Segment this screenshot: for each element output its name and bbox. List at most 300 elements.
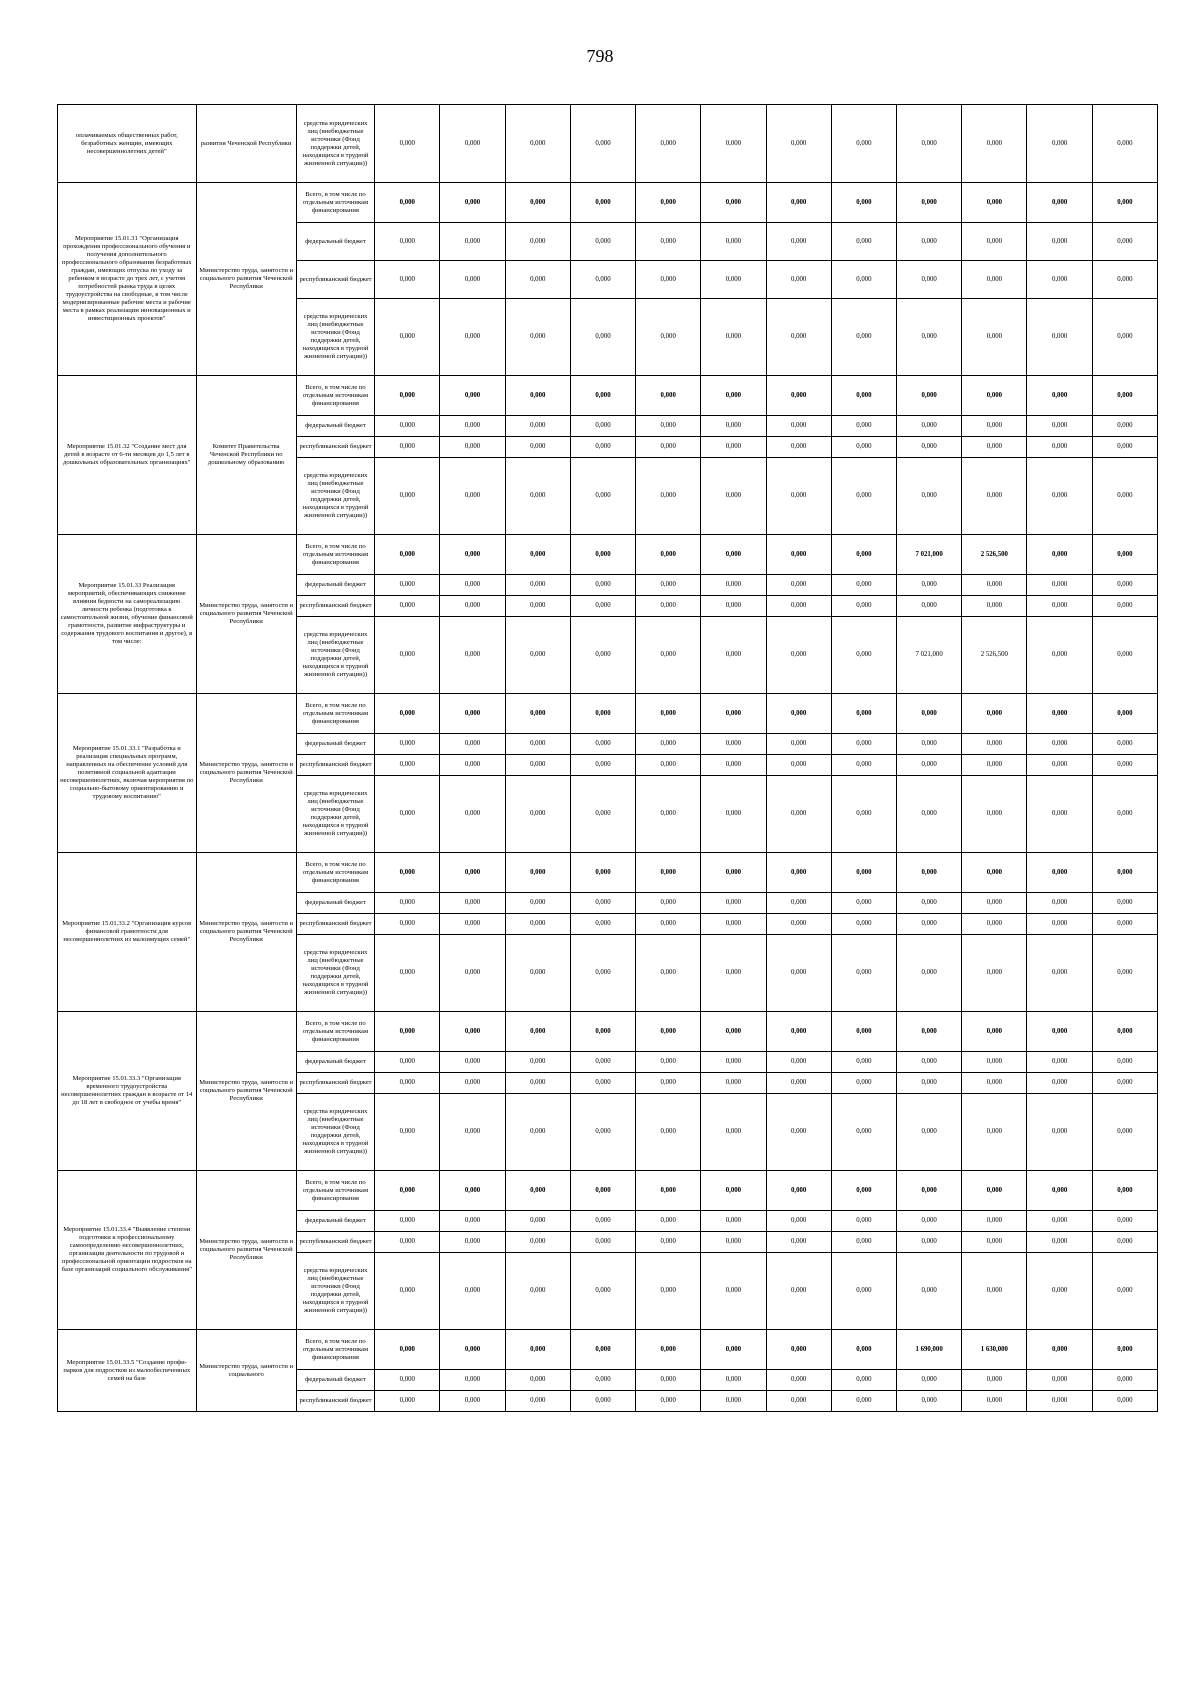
amount-cell: 0,000 — [701, 1330, 766, 1370]
amount-cell: 0,000 — [766, 416, 831, 437]
amount-cell: 2 526,500 — [962, 617, 1027, 694]
amount-cell: 0,000 — [766, 299, 831, 376]
amount-cell: 0,000 — [962, 1094, 1027, 1171]
amount-cell: 0,000 — [636, 914, 701, 935]
funding-source-cell: Всего, в том числе по отдельным источникам финансирования — [296, 535, 374, 575]
amount-cell: 0,000 — [636, 1171, 701, 1211]
amount-cell: 0,000 — [505, 755, 570, 776]
amount-cell: 0,000 — [570, 458, 635, 535]
amount-cell: 0,000 — [1092, 776, 1157, 853]
amount-cell: 0,000 — [831, 1391, 896, 1412]
amount-cell: 0,000 — [375, 437, 440, 458]
amount-cell: 0,000 — [636, 853, 701, 893]
funding-source-cell: федеральный бюджет — [296, 223, 374, 261]
amount-cell: 0,000 — [897, 299, 962, 376]
amount-cell: 0,000 — [375, 376, 440, 416]
amount-cell: 0,000 — [1092, 893, 1157, 914]
amount-cell: 0,000 — [701, 1052, 766, 1073]
amount-cell: 0,000 — [636, 223, 701, 261]
amount-cell: 0,000 — [766, 935, 831, 1012]
amount-cell: 0,000 — [375, 535, 440, 575]
amount-cell: 0,000 — [636, 694, 701, 734]
amount-cell: 0,000 — [570, 1391, 635, 1412]
funding-source-cell: средства юридических лиц (внебюджетные источники (Фонд поддержки детей, находящихся в трудной жизненной ситуации)) — [296, 458, 374, 535]
amount-cell: 0,000 — [1027, 261, 1092, 299]
amount-cell: 0,000 — [1092, 1330, 1157, 1370]
amount-cell: 0,000 — [701, 596, 766, 617]
amount-cell: 0,000 — [831, 1073, 896, 1094]
amount-cell: 0,000 — [962, 1253, 1027, 1330]
amount-cell: 0,000 — [831, 893, 896, 914]
table-row — [58, 376, 1158, 416]
amount-cell: 0,000 — [701, 776, 766, 853]
amount-cell: 0,000 — [375, 1370, 440, 1391]
amount-cell: 0,000 — [570, 596, 635, 617]
amount-cell: 0,000 — [636, 458, 701, 535]
amount-cell: 0,000 — [962, 1370, 1027, 1391]
amount-cell: 0,000 — [1027, 575, 1092, 596]
funding-source-cell: средства юридических лиц (внебюджетные источники (Фонд поддержки детей, находящихся в трудной жизненной ситуации)) — [296, 105, 374, 183]
amount-cell: 0,000 — [766, 617, 831, 694]
table-row — [58, 694, 1158, 734]
amount-cell: 0,000 — [1027, 914, 1092, 935]
amount-cell: 0,000 — [570, 935, 635, 1012]
amount-cell: 0,000 — [962, 299, 1027, 376]
amount-cell: 0,000 — [1027, 893, 1092, 914]
amount-cell: 0,000 — [570, 1232, 635, 1253]
table-row — [58, 1012, 1158, 1052]
amount-cell: 0,000 — [1027, 596, 1092, 617]
amount-cell: 0,000 — [1092, 299, 1157, 376]
amount-cell: 0,000 — [962, 437, 1027, 458]
amount-cell: 0,000 — [1027, 535, 1092, 575]
amount-cell: 0,000 — [897, 1211, 962, 1232]
amount-cell: 0,000 — [766, 1232, 831, 1253]
amount-cell: 0,000 — [831, 914, 896, 935]
event-name-cell: Мероприятие 15.01.33.5 "Создание профи-парков для подростков из малообеспеченных семей на базе — [58, 1330, 197, 1412]
amount-cell: 0,000 — [962, 575, 1027, 596]
amount-cell: 0,000 — [636, 893, 701, 914]
amount-cell: 0,000 — [962, 893, 1027, 914]
amount-cell: 0,000 — [962, 1391, 1027, 1412]
amount-cell: 0,000 — [701, 376, 766, 416]
amount-cell: 0,000 — [962, 105, 1027, 183]
amount-cell: 0,000 — [1027, 1073, 1092, 1094]
amount-cell: 0,000 — [897, 935, 962, 1012]
amount-cell: 0,000 — [897, 1052, 962, 1073]
amount-cell: 0,000 — [1092, 261, 1157, 299]
funding-source-cell: средства юридических лиц (внебюджетные источники (Фонд поддержки детей, находящихся в трудной жизненной ситуации)) — [296, 617, 374, 694]
amount-cell: 0,000 — [375, 1232, 440, 1253]
amount-cell: 0,000 — [897, 1094, 962, 1171]
amount-cell: 0,000 — [375, 935, 440, 1012]
amount-cell: 0,000 — [701, 437, 766, 458]
amount-cell: 0,000 — [1092, 437, 1157, 458]
amount-cell: 0,000 — [701, 458, 766, 535]
amount-cell: 0,000 — [375, 416, 440, 437]
amount-cell: 0,000 — [1092, 1253, 1157, 1330]
amount-cell: 0,000 — [636, 1012, 701, 1052]
amount-cell: 0,000 — [1092, 694, 1157, 734]
amount-cell: 0,000 — [440, 1330, 505, 1370]
amount-cell: 0,000 — [766, 183, 831, 223]
amount-cell: 0,000 — [570, 105, 635, 183]
funding-source-cell: республиканский бюджет — [296, 437, 374, 458]
funding-source-cell: федеральный бюджет — [296, 1370, 374, 1391]
amount-cell: 0,000 — [766, 1370, 831, 1391]
amount-cell: 0,000 — [375, 776, 440, 853]
amount-cell: 0,000 — [1092, 1171, 1157, 1211]
amount-cell: 0,000 — [505, 105, 570, 183]
amount-cell: 0,000 — [1027, 1094, 1092, 1171]
amount-cell: 0,000 — [897, 223, 962, 261]
amount-cell: 0,000 — [831, 458, 896, 535]
amount-cell: 0,000 — [962, 694, 1027, 734]
amount-cell: 0,000 — [766, 575, 831, 596]
amount-cell: 0,000 — [1092, 1211, 1157, 1232]
amount-cell: 0,000 — [897, 596, 962, 617]
amount-cell: 0,000 — [1027, 1211, 1092, 1232]
amount-cell: 0,000 — [375, 596, 440, 617]
funding-source-cell: федеральный бюджет — [296, 575, 374, 596]
amount-cell: 0,000 — [505, 183, 570, 223]
funding-source-cell: Всего, в том числе по отдельным источникам финансирования — [296, 1330, 374, 1370]
amount-cell: 0,000 — [440, 1211, 505, 1232]
amount-cell: 0,000 — [375, 617, 440, 694]
amount-cell: 0,000 — [570, 853, 635, 893]
amount-cell: 0,000 — [636, 183, 701, 223]
amount-cell: 1 630,000 — [962, 1330, 1027, 1370]
amount-cell: 0,000 — [766, 1012, 831, 1052]
amount-cell: 0,000 — [440, 535, 505, 575]
amount-cell: 0,000 — [505, 535, 570, 575]
amount-cell: 0,000 — [766, 914, 831, 935]
amount-cell: 0,000 — [701, 183, 766, 223]
amount-cell: 0,000 — [766, 734, 831, 755]
amount-cell: 0,000 — [636, 596, 701, 617]
funding-source-cell: Всего, в том числе по отдельным источникам финансирования — [296, 183, 374, 223]
amount-cell: 0,000 — [570, 261, 635, 299]
amount-cell: 0,000 — [962, 183, 1027, 223]
event-name-cell: Мероприятие 15.01.31 "Организация прохождения профессионального обучения и получения дополнительного профессионального образования безработных граждан, имеющих отпуска по уходу за ребенком в возрасте до трех лет, с учетом потребностей рынка труда в целях трудоустройства на свободные, в том числе модернизированные рабочие места и рабочие места в рамках реализации инновационных и инвестиционных проектов" — [58, 183, 197, 376]
amount-cell: 0,000 — [1092, 1012, 1157, 1052]
amount-cell: 0,000 — [897, 1012, 962, 1052]
executor-cell: развития Чеченской Республики — [196, 105, 296, 183]
amount-cell: 0,000 — [570, 437, 635, 458]
amount-cell: 0,000 — [570, 734, 635, 755]
amount-cell: 0,000 — [505, 914, 570, 935]
amount-cell: 0,000 — [766, 596, 831, 617]
amount-cell: 0,000 — [375, 183, 440, 223]
amount-cell: 0,000 — [1027, 105, 1092, 183]
amount-cell: 0,000 — [831, 105, 896, 183]
amount-cell: 0,000 — [570, 535, 635, 575]
funding-source-cell: Всего, в том числе по отдельным источникам финансирования — [296, 853, 374, 893]
amount-cell: 0,000 — [505, 416, 570, 437]
executor-cell: Министерство труда, занятости и социального развития Чеченской Республики — [196, 694, 296, 853]
amount-cell: 0,000 — [766, 1211, 831, 1232]
amount-cell: 0,000 — [831, 299, 896, 376]
amount-cell: 0,000 — [831, 1232, 896, 1253]
amount-cell: 0,000 — [505, 1094, 570, 1171]
amount-cell: 0,000 — [897, 1253, 962, 1330]
amount-cell: 0,000 — [505, 575, 570, 596]
amount-cell: 0,000 — [1092, 575, 1157, 596]
amount-cell: 0,000 — [1092, 1094, 1157, 1171]
amount-cell: 0,000 — [1027, 694, 1092, 734]
amount-cell: 0,000 — [440, 437, 505, 458]
amount-cell: 0,000 — [440, 755, 505, 776]
amount-cell: 7 021,000 — [897, 535, 962, 575]
amount-cell: 0,000 — [505, 223, 570, 261]
table-row — [58, 105, 1158, 183]
amount-cell: 0,000 — [831, 1330, 896, 1370]
amount-cell: 0,000 — [440, 617, 505, 694]
amount-cell: 0,000 — [766, 893, 831, 914]
amount-cell: 0,000 — [766, 376, 831, 416]
amount-cell: 0,000 — [701, 1253, 766, 1330]
amount-cell: 0,000 — [440, 575, 505, 596]
executor-cell: Министерство труда, занятости и социального — [196, 1330, 296, 1412]
amount-cell: 0,000 — [701, 694, 766, 734]
amount-cell: 0,000 — [375, 299, 440, 376]
amount-cell: 7 021,000 — [897, 617, 962, 694]
amount-cell: 0,000 — [962, 935, 1027, 1012]
amount-cell: 0,000 — [636, 935, 701, 1012]
amount-cell: 0,000 — [897, 734, 962, 755]
amount-cell: 0,000 — [831, 1012, 896, 1052]
funding-source-cell: Всего, в том числе по отдельным источникам финансирования — [296, 1171, 374, 1211]
amount-cell: 0,000 — [1027, 853, 1092, 893]
amount-cell: 0,000 — [766, 458, 831, 535]
amount-cell: 0,000 — [701, 223, 766, 261]
amount-cell: 0,000 — [636, 1391, 701, 1412]
amount-cell: 0,000 — [897, 261, 962, 299]
amount-cell: 0,000 — [636, 1330, 701, 1370]
amount-cell: 0,000 — [636, 755, 701, 776]
amount-cell: 0,000 — [570, 1012, 635, 1052]
amount-cell: 0,000 — [375, 1211, 440, 1232]
amount-cell: 0,000 — [831, 694, 896, 734]
amount-cell: 0,000 — [440, 416, 505, 437]
event-name-cell: Мероприятие 15.01.33.1 "Разработка и реализация специальных программ, направленных на обеспечение условий для позитивной социальной адаптации несовершеннолетних, включая мероприятия по социально-бытовому ориентированию и трудовому воспитанию" — [58, 694, 197, 853]
amount-cell: 0,000 — [440, 105, 505, 183]
amount-cell: 0,000 — [701, 261, 766, 299]
amount-cell: 0,000 — [505, 776, 570, 853]
amount-cell: 0,000 — [440, 1370, 505, 1391]
event-name-cell: оплачиваемых общественных работ, безработных женщин, имеющих несовершеннолетних детей" — [58, 105, 197, 183]
amount-cell: 0,000 — [962, 1171, 1027, 1211]
amount-cell: 0,000 — [1027, 1370, 1092, 1391]
amount-cell: 0,000 — [962, 853, 1027, 893]
table-row — [58, 183, 1158, 223]
amount-cell: 0,000 — [897, 1073, 962, 1094]
amount-cell: 0,000 — [962, 1052, 1027, 1073]
funding-source-cell: республиканский бюджет — [296, 261, 374, 299]
amount-cell: 0,000 — [831, 261, 896, 299]
amount-cell: 0,000 — [570, 1073, 635, 1094]
amount-cell: 0,000 — [897, 105, 962, 183]
amount-cell: 0,000 — [375, 575, 440, 596]
funding-source-cell: федеральный бюджет — [296, 1052, 374, 1073]
amount-cell: 0,000 — [636, 1052, 701, 1073]
amount-cell: 0,000 — [897, 1171, 962, 1211]
amount-cell: 0,000 — [897, 914, 962, 935]
amount-cell: 0,000 — [636, 1253, 701, 1330]
amount-cell: 0,000 — [831, 183, 896, 223]
amount-cell: 0,000 — [570, 299, 635, 376]
amount-cell: 0,000 — [701, 853, 766, 893]
funding-source-cell: средства юридических лиц (внебюджетные источники (Фонд поддержки детей, находящихся в трудной жизненной ситуации)) — [296, 776, 374, 853]
funding-source-cell: средства юридических лиц (внебюджетные источники (Фонд поддержки детей, находящихся в трудной жизненной ситуации)) — [296, 1253, 374, 1330]
amount-cell: 0,000 — [766, 1052, 831, 1073]
amount-cell: 0,000 — [636, 1094, 701, 1171]
amount-cell: 0,000 — [505, 437, 570, 458]
amount-cell: 0,000 — [1027, 416, 1092, 437]
amount-cell: 0,000 — [375, 694, 440, 734]
amount-cell: 0,000 — [375, 914, 440, 935]
amount-cell: 0,000 — [831, 437, 896, 458]
amount-cell: 0,000 — [440, 183, 505, 223]
amount-cell: 0,000 — [962, 1012, 1027, 1052]
funding-source-cell: республиканский бюджет — [296, 914, 374, 935]
amount-cell: 0,000 — [831, 1094, 896, 1171]
amount-cell: 0,000 — [1092, 1073, 1157, 1094]
amount-cell: 0,000 — [1027, 437, 1092, 458]
amount-cell: 1 690,000 — [897, 1330, 962, 1370]
amount-cell: 0,000 — [375, 261, 440, 299]
amount-cell: 0,000 — [505, 299, 570, 376]
amount-cell: 0,000 — [570, 1171, 635, 1211]
amount-cell: 0,000 — [701, 893, 766, 914]
table-row — [58, 1330, 1158, 1370]
amount-cell: 0,000 — [505, 617, 570, 694]
amount-cell: 0,000 — [962, 776, 1027, 853]
amount-cell: 0,000 — [636, 776, 701, 853]
amount-cell: 0,000 — [962, 376, 1027, 416]
amount-cell: 0,000 — [505, 1073, 570, 1094]
amount-cell: 0,000 — [897, 1370, 962, 1391]
amount-cell: 0,000 — [897, 776, 962, 853]
amount-cell: 0,000 — [375, 1391, 440, 1412]
amount-cell: 0,000 — [1092, 914, 1157, 935]
amount-cell: 0,000 — [570, 1253, 635, 1330]
table-row — [58, 853, 1158, 893]
amount-cell: 0,000 — [1092, 1370, 1157, 1391]
funding-source-cell: республиканский бюджет — [296, 596, 374, 617]
amount-cell: 0,000 — [962, 1073, 1027, 1094]
funding-source-cell: федеральный бюджет — [296, 734, 374, 755]
amount-cell: 0,000 — [375, 458, 440, 535]
amount-cell: 0,000 — [440, 458, 505, 535]
executor-cell: Министерство труда, занятости и социального развития Чеченской Республики — [196, 1171, 296, 1330]
amount-cell: 0,000 — [375, 1073, 440, 1094]
amount-cell: 0,000 — [766, 1253, 831, 1330]
amount-cell: 0,000 — [505, 1370, 570, 1391]
amount-cell: 0,000 — [636, 437, 701, 458]
amount-cell: 0,000 — [505, 376, 570, 416]
amount-cell: 0,000 — [701, 105, 766, 183]
amount-cell: 0,000 — [1027, 1232, 1092, 1253]
amount-cell: 0,000 — [375, 223, 440, 261]
amount-cell: 0,000 — [897, 458, 962, 535]
amount-cell: 0,000 — [440, 1391, 505, 1412]
amount-cell: 0,000 — [375, 1330, 440, 1370]
amount-cell: 0,000 — [440, 694, 505, 734]
amount-cell: 0,000 — [701, 575, 766, 596]
amount-cell: 0,000 — [636, 535, 701, 575]
amount-cell: 0,000 — [570, 1094, 635, 1171]
amount-cell: 0,000 — [831, 535, 896, 575]
amount-cell: 0,000 — [636, 617, 701, 694]
amount-cell: 0,000 — [505, 1330, 570, 1370]
amount-cell: 0,000 — [505, 734, 570, 755]
amount-cell: 0,000 — [897, 893, 962, 914]
funding-source-cell: Всего, в том числе по отдельным источникам финансирования — [296, 376, 374, 416]
amount-cell: 0,000 — [440, 734, 505, 755]
event-name-cell: Мероприятие 15.01.33.4 "Выявление степени подготовки к профессиональному самоопределению несовершеннолетних, организация деятельности по трудовой и профессиональной ориентации подростков на базе организаций социального обслуживания" — [58, 1171, 197, 1330]
amount-cell: 0,000 — [701, 1171, 766, 1211]
amount-cell: 0,000 — [1027, 1253, 1092, 1330]
amount-cell: 0,000 — [375, 1253, 440, 1330]
amount-cell: 0,000 — [1027, 776, 1092, 853]
amount-cell: 0,000 — [636, 416, 701, 437]
amount-cell: 0,000 — [505, 1052, 570, 1073]
amount-cell: 0,000 — [440, 596, 505, 617]
amount-cell: 0,000 — [636, 1232, 701, 1253]
amount-cell: 0,000 — [701, 734, 766, 755]
amount-cell: 0,000 — [831, 853, 896, 893]
amount-cell: 0,000 — [831, 734, 896, 755]
amount-cell: 0,000 — [1027, 1012, 1092, 1052]
amount-cell: 0,000 — [570, 223, 635, 261]
amount-cell: 0,000 — [1092, 734, 1157, 755]
amount-cell: 0,000 — [570, 1211, 635, 1232]
amount-cell: 0,000 — [505, 596, 570, 617]
amount-cell: 0,000 — [766, 223, 831, 261]
amount-cell: 0,000 — [570, 183, 635, 223]
amount-cell: 0,000 — [766, 776, 831, 853]
funding-source-cell: федеральный бюджет — [296, 416, 374, 437]
amount-cell: 0,000 — [1092, 416, 1157, 437]
amount-cell: 0,000 — [1092, 1232, 1157, 1253]
event-name-cell: Мероприятие 15.01.33 Реализация мероприятий, обеспечивающих снижение влияния бедности на самореализацию личности ребенка (подготовка к самостоятельной жизни, обучение финансовой грамотности, развитие инфраструктуры и содержания трудового воспитания и другое), в том числе: — [58, 535, 197, 694]
amount-cell: 0,000 — [1027, 734, 1092, 755]
amount-cell: 0,000 — [1092, 596, 1157, 617]
amount-cell: 0,000 — [831, 376, 896, 416]
amount-cell: 0,000 — [375, 1094, 440, 1171]
amount-cell: 0,000 — [701, 1094, 766, 1171]
amount-cell: 0,000 — [701, 1391, 766, 1412]
amount-cell: 0,000 — [636, 575, 701, 596]
amount-cell: 0,000 — [440, 914, 505, 935]
amount-cell: 0,000 — [636, 1211, 701, 1232]
amount-cell: 0,000 — [375, 105, 440, 183]
amount-cell: 2 526,500 — [962, 535, 1027, 575]
amount-cell: 0,000 — [375, 734, 440, 755]
funding-source-cell: Всего, в том числе по отдельным источникам финансирования — [296, 694, 374, 734]
amount-cell: 0,000 — [766, 105, 831, 183]
amount-cell: 0,000 — [1027, 299, 1092, 376]
amount-cell: 0,000 — [440, 1052, 505, 1073]
amount-cell: 0,000 — [897, 1391, 962, 1412]
funding-source-cell: средства юридических лиц (внебюджетные источники (Фонд поддержки детей, находящихся в трудной жизненной ситуации)) — [296, 935, 374, 1012]
table-row — [58, 1171, 1158, 1211]
amount-cell: 0,000 — [766, 1171, 831, 1211]
amount-cell: 0,000 — [701, 1012, 766, 1052]
amount-cell: 0,000 — [766, 437, 831, 458]
budget-table — [57, 104, 1158, 1412]
